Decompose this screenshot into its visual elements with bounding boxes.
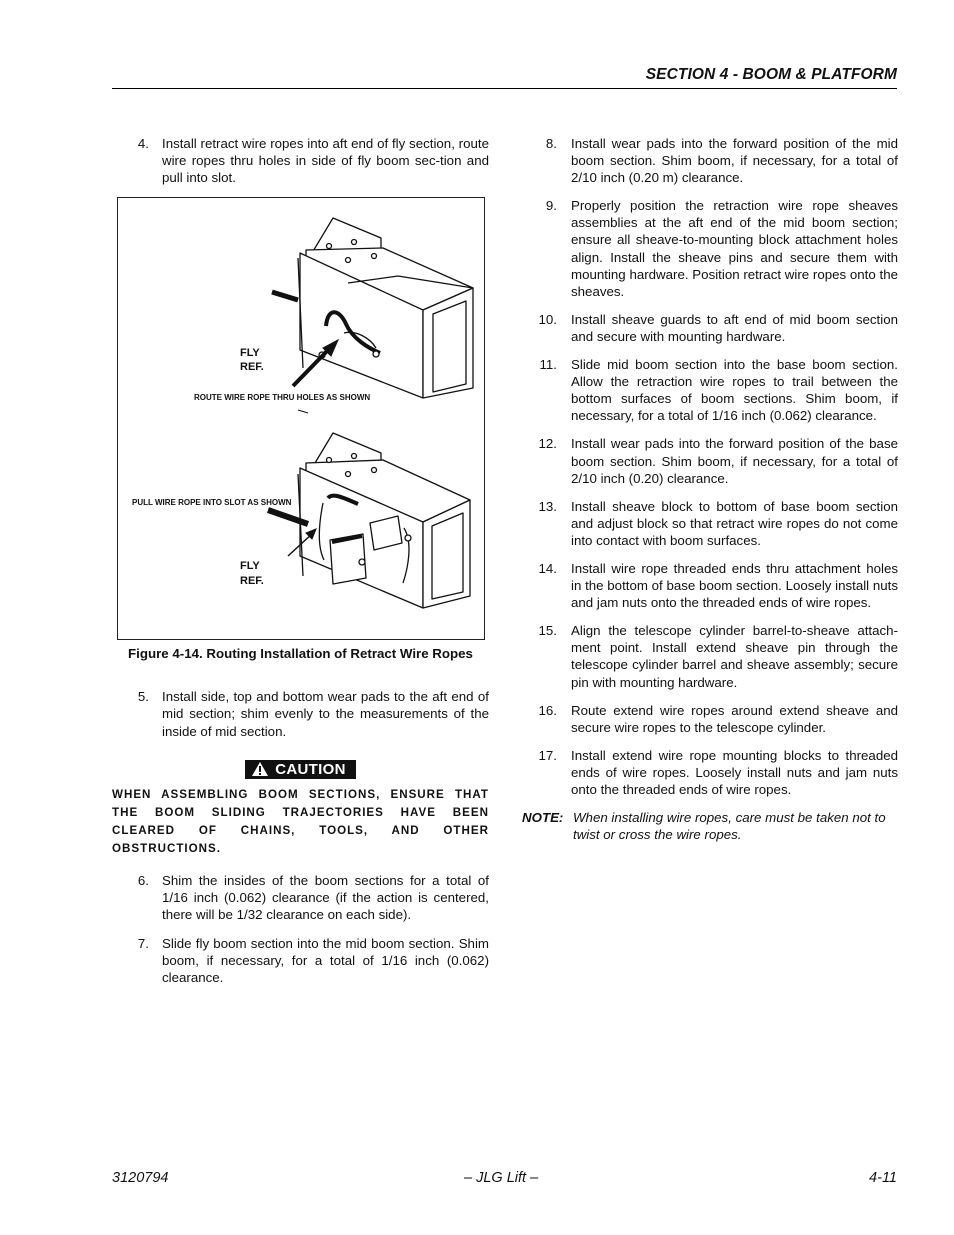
- right-column: [522, 135, 898, 843]
- step-10: [522, 311, 898, 345]
- step-17: [522, 747, 898, 798]
- step-15: [522, 622, 898, 690]
- figure-retract-wire-ropes: [117, 197, 485, 640]
- step-text: Shim the insides of the boom sections for a total of 1/16 inch (0.062) clearance (if the action is centered, there will be 1/32 clearance on each side).: [162, 873, 489, 923]
- arrow-fly-ref-top: [272, 292, 298, 300]
- step-text: Install wire rope threaded ends thru attachment holes in the bottom of base boom section. Loosely install nuts and jam nuts onto the threaded ends of wire ropes.: [571, 560, 898, 611]
- caution-text: WHEN ASSEMBLING BOOM SECTIONS, ENSURE THAT THE BOOM SLIDING TRAJECTORIES HAVE BEEN CLEARED OF CHAINS, TOOLS, AND OTHER OBSTRUCTIONS.: [112, 788, 489, 856]
- pull-callout-label: PULL WIRE ROPE INTO SLOT AS SHOWN: [132, 498, 292, 508]
- step-5: [112, 688, 489, 739]
- note-label: NOTE:: [522, 810, 564, 826]
- step-6: [112, 872, 489, 923]
- step-text: Route extend wire ropes around extend sheave and secure wire ropes to the telescope cylinder.: [571, 702, 898, 735]
- step-text: Install wear pads into the forward position of the base boom section. Shim boom, if necessary, for a total of 2/10 inch (0.20) clearance.: [571, 436, 898, 486]
- step-number: 9.: [545, 198, 557, 214]
- note-block: [522, 809, 898, 843]
- step-number: 6.: [137, 873, 149, 889]
- step-number: 4.: [137, 136, 149, 151]
- step-text: Align the telescope cylinder barrel-to-sheave attach-ment point. Install extend sheave pin through the telescope cylinder barrel and sheave assembly; secure pin with mounting hardware.: [571, 623, 898, 690]
- footer-center-label: – JLG Lift –: [464, 1170, 539, 1186]
- note-text: When installing wire ropes, care must be taken not to twist or cross the wire ropes.: [573, 810, 886, 843]
- step-13: [522, 498, 898, 549]
- step-text: Install sheave guards to aft end of mid boom section and secure with mounting hardware.: [571, 311, 898, 344]
- step-number: 12.: [538, 436, 557, 452]
- caution-label: CAUTION: [275, 760, 346, 778]
- step-number: 15.: [538, 623, 557, 639]
- left-column: [112, 135, 489, 997]
- route-callout-label: ROUTE WIRE ROPE THRU HOLES AS SHOWN: [194, 393, 371, 403]
- step-number: 10.: [538, 311, 557, 327]
- step-number: 11.: [539, 357, 557, 373]
- step-text: Install retract wire ropes into aft end of fly section, route wire ropes thru holes in side of fly boom sec-tion and pull into slot.: [162, 136, 489, 186]
- step-text: Install side, top and bottom wear pads to the aft end of mid section; shim evenly to the measurements of the inside of mid section.: [162, 689, 489, 739]
- step-7: [112, 935, 489, 986]
- warning-triangle-icon: [251, 761, 269, 777]
- step-8: [522, 135, 898, 186]
- step-number: 17.: [538, 747, 557, 763]
- step-4: [112, 135, 489, 186]
- step-14: [522, 560, 898, 611]
- fly-ref-label-bottom-1: FLY: [240, 560, 260, 573]
- fly-ref-label-top-2: REF.: [240, 361, 264, 374]
- boom-illustration: [118, 198, 484, 639]
- header-divider: [112, 88, 897, 89]
- step-12: [522, 435, 898, 486]
- fly-ref-label-bottom-2: REF.: [240, 575, 264, 588]
- step-text: Slide mid boom section into the base boom section. Allow the retraction wire ropes to trail between the bottom surfaces of boom sections. Shim boom, if necessary, for a total of 1/16 inch (0.062) clearance.: [571, 357, 898, 424]
- step-text: Install extend wire rope mounting blocks to threaded ends of wire ropes. Loosely install nuts and jam nuts onto the threaded ends of wire ropes.: [571, 747, 898, 797]
- step-number: 14.: [538, 560, 557, 576]
- step-number: 8.: [545, 136, 557, 151]
- step-number: 5.: [137, 689, 149, 705]
- step-text: Slide fly boom section into the mid boom section. Shim boom, if necessary, for a total of 1/16 inch (0.062) clearance.: [162, 935, 489, 985]
- step-16: [522, 702, 898, 736]
- step-text: Properly position the retraction wire rope sheaves assemblies at the aft end of the mid boom section; ensure all sheave-to-mounting block attachment holes align. Install the sheave pins and secure them with mounting hardware. Position retract wire ropes onto the sheaves.: [571, 198, 898, 299]
- step-number: 7.: [137, 935, 149, 951]
- step-text: Install wear pads into the forward position of the mid boom section. Shim boom, if necessary, for a total of 2/10 inch (0.20 m) clearance.: [571, 136, 898, 186]
- figure-caption: Figure 4-14. Routing Installation of Retract Wire Ropes: [128, 646, 473, 662]
- footer-doc-number: 3120794: [112, 1170, 169, 1186]
- section-title: SECTION 4 - BOOM & PLATFORM: [645, 66, 897, 83]
- footer-page-number: 4-11: [869, 1170, 897, 1186]
- step-9: [522, 197, 898, 300]
- step-11: [522, 356, 898, 424]
- step-number: 16.: [538, 702, 557, 718]
- step-number: 13.: [538, 498, 557, 514]
- caution-badge: [245, 760, 355, 779]
- caution-header: [112, 760, 489, 782]
- step-text: Install sheave block to bottom of base boom section and adjust block so that retract wire ropes do not come into contact with boom surfaces.: [571, 498, 898, 548]
- fly-ref-label-top-1: FLY: [240, 347, 260, 360]
